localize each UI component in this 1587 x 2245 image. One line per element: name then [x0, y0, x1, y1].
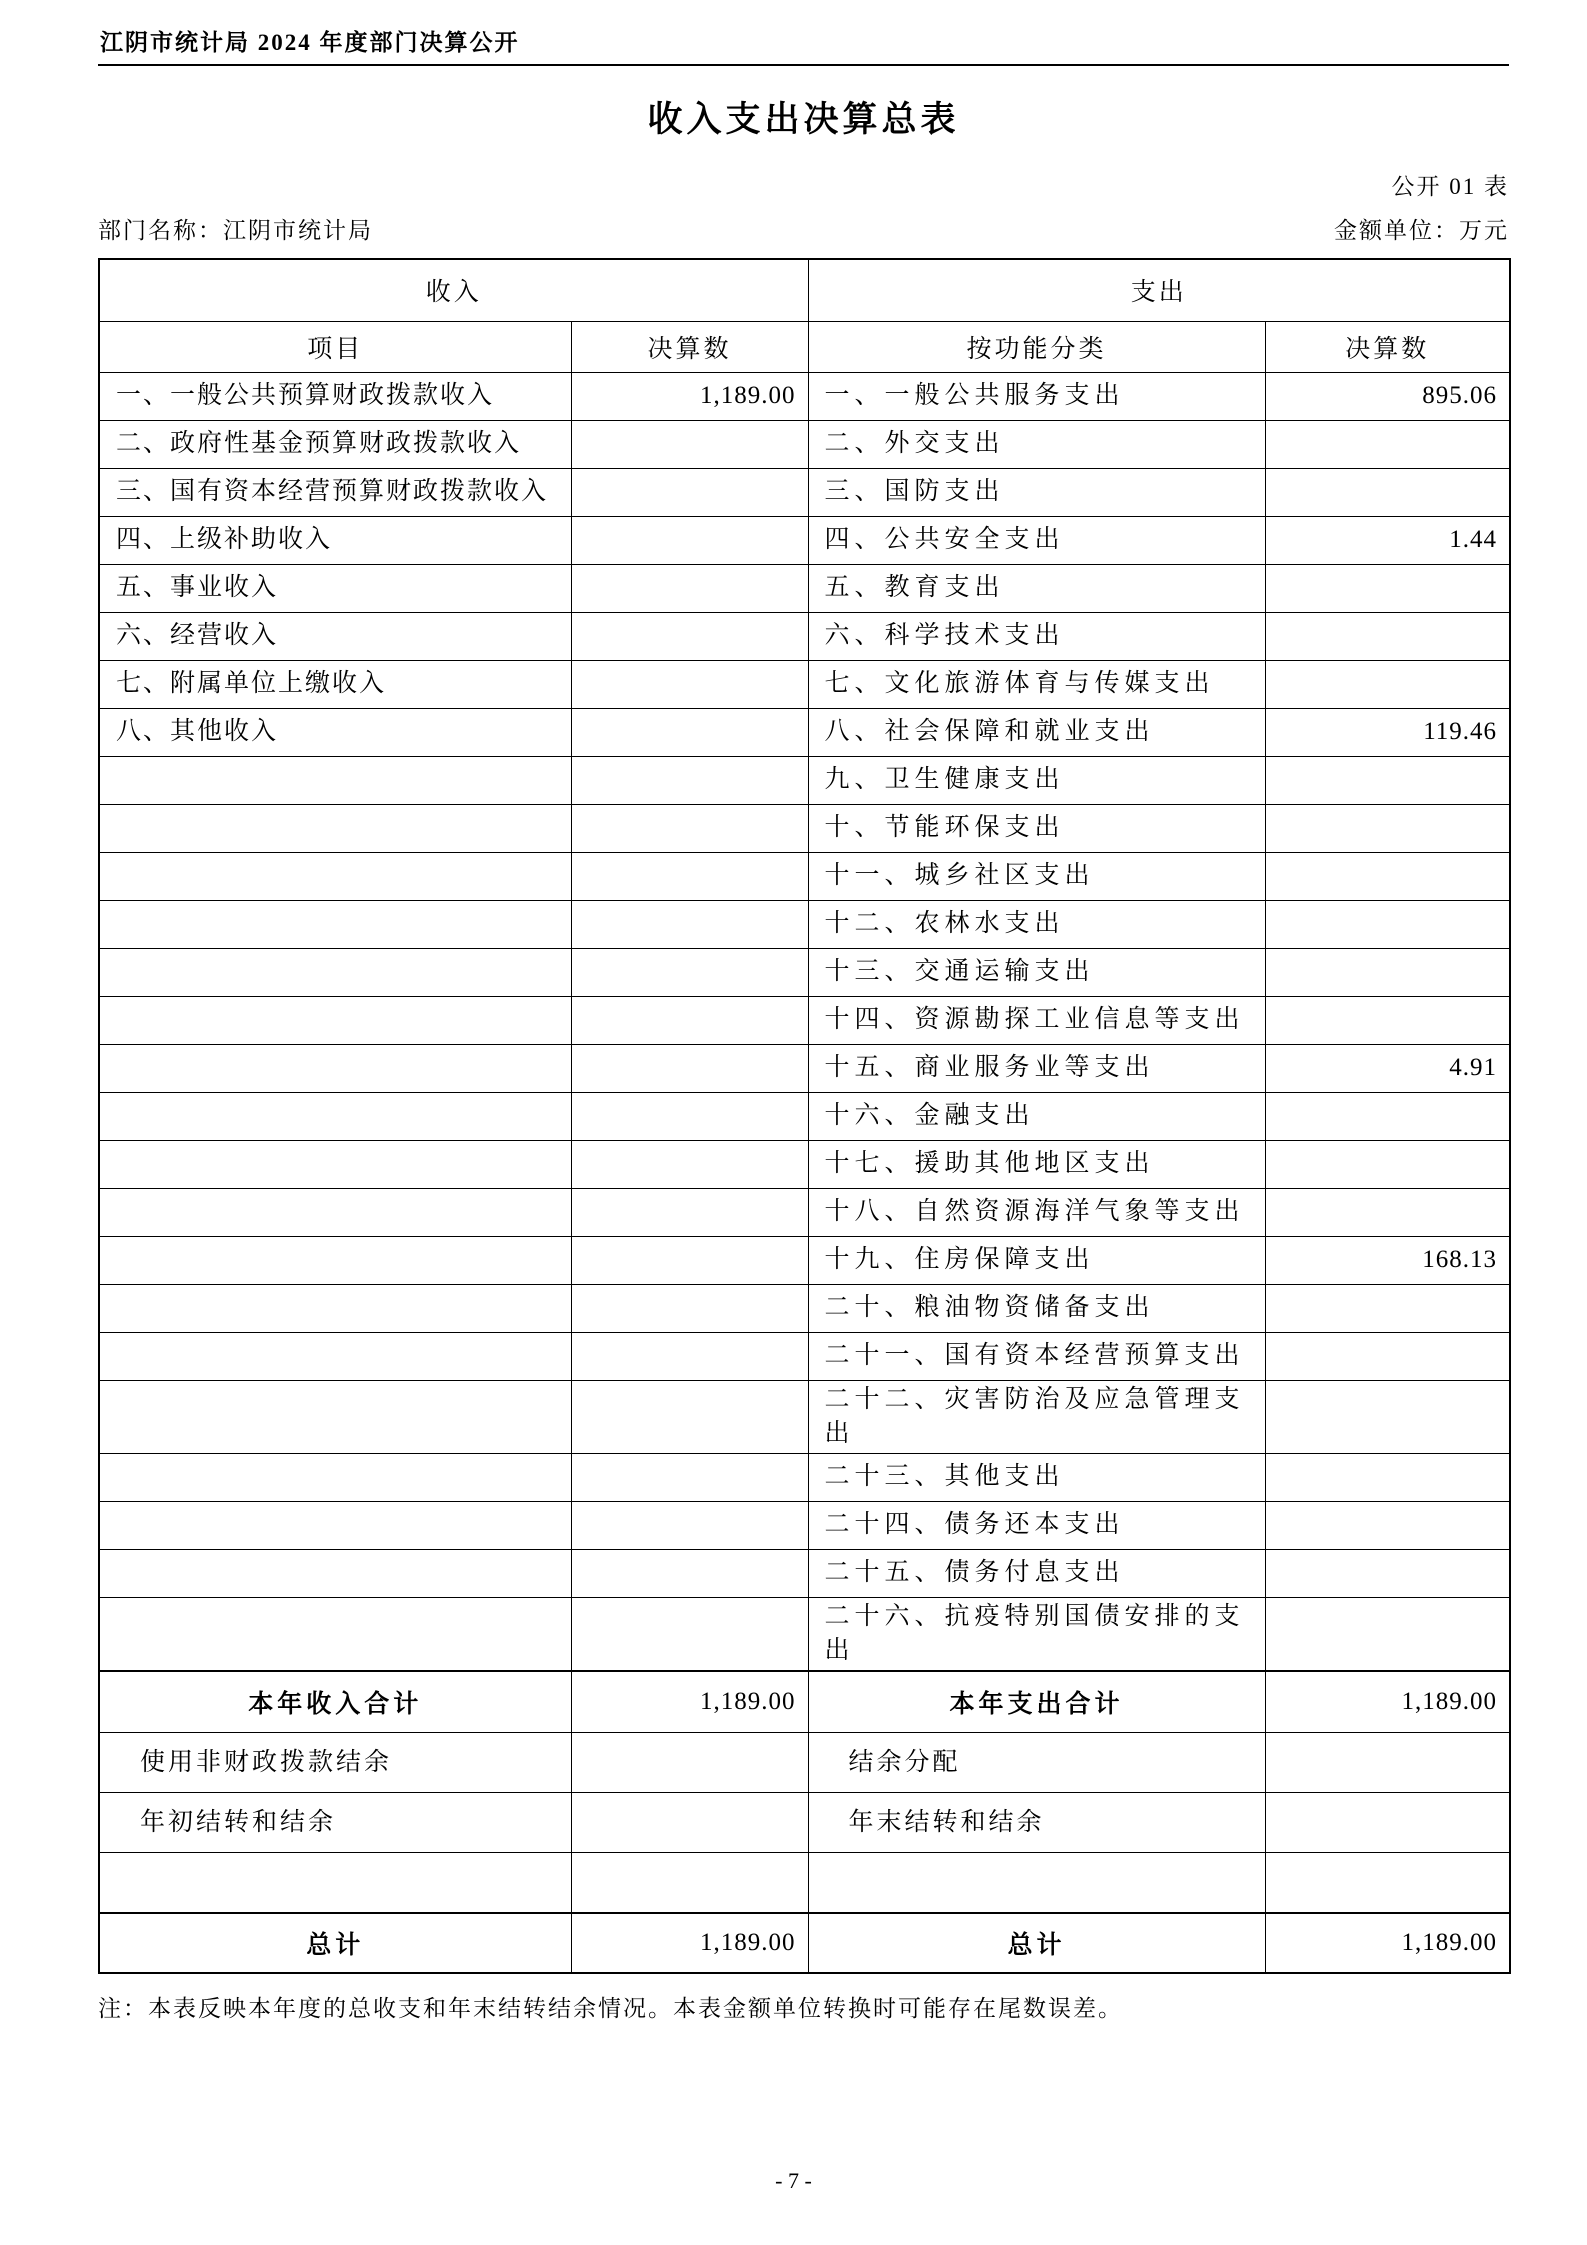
expense-value-cell — [1265, 1380, 1510, 1453]
expense-value-cell — [1265, 1188, 1510, 1236]
table-body — [99, 372, 1510, 1973]
income-group-header: 收入 — [99, 259, 808, 321]
income-value-cell — [571, 1044, 808, 1092]
expense-value-cell — [1265, 660, 1510, 708]
expense-item-cell: 一、一般公共服务支出 — [808, 372, 1265, 420]
expense-value-cell — [1265, 948, 1510, 996]
department-name-label: 部门名称：江阴市统计局 — [98, 218, 373, 243]
expense-value-cell — [1265, 468, 1510, 516]
expense-item-cell: 七、文化旅游体育与传媒支出 — [808, 660, 1265, 708]
table-row — [99, 468, 1510, 516]
income-value-cell — [571, 1549, 808, 1597]
expense-item-cell: 十六、金融支出 — [808, 1092, 1265, 1140]
income-summary-value-cell — [571, 1793, 808, 1853]
income-item-cell — [99, 1501, 571, 1549]
expense-value-cell — [1265, 1332, 1510, 1380]
income-value-cell — [571, 708, 808, 756]
income-summary-value-cell: 1,189.00 — [571, 1913, 808, 1973]
income-value-cell — [571, 1597, 808, 1671]
income-value-cell — [571, 1501, 808, 1549]
table-group-header-row — [99, 259, 1510, 321]
footnote: 注：本表反映本年度的总收支和年末结转结余情况。本表金额单位转换时可能存在尾数误差。 — [98, 1996, 1123, 2021]
expense-value-cell: 119.46 — [1265, 708, 1510, 756]
income-summary-label-cell: 本年收入合计 — [99, 1671, 571, 1733]
income-value-cell — [571, 804, 808, 852]
income-item-cell — [99, 996, 571, 1044]
table-row — [99, 1284, 1510, 1332]
income-item-cell — [99, 1332, 571, 1380]
income-item-cell — [99, 900, 571, 948]
income-item-cell — [99, 804, 571, 852]
income-item-cell: 二、政府性基金预算财政拨款收入 — [99, 420, 571, 468]
expense-summary-label-cell: 本年支出合计 — [808, 1671, 1265, 1733]
income-item-cell — [99, 852, 571, 900]
income-item-cell: 三、国有资本经营预算财政拨款收入 — [99, 468, 571, 516]
income-item-cell — [99, 756, 571, 804]
table-row — [99, 420, 1510, 468]
expense-value-cell — [1265, 756, 1510, 804]
expense-item-cell: 十四、资源勘探工业信息等支出 — [808, 996, 1265, 1044]
expense-value-cell — [1265, 1453, 1510, 1501]
table-row — [99, 1044, 1510, 1092]
table-row — [99, 1549, 1510, 1597]
header-divider — [98, 64, 1509, 66]
expense-value-cell — [1265, 612, 1510, 660]
expense-value-cell — [1265, 1597, 1510, 1671]
meta-row — [98, 212, 1509, 245]
expense-item-cell: 十七、援助其他地区支出 — [808, 1140, 1265, 1188]
expense-summary-value-cell: 1,189.00 — [1265, 1913, 1510, 1973]
expense-value-cell — [1265, 564, 1510, 612]
income-item-cell — [99, 1284, 571, 1332]
expense-item-cell: 八、社会保障和就业支出 — [808, 708, 1265, 756]
expense-item-cell: 六、科学技术支出 — [808, 612, 1265, 660]
expense-item-cell: 九、卫生健康支出 — [808, 756, 1265, 804]
income-item-cell: 六、经营收入 — [99, 612, 571, 660]
table-row — [99, 1380, 1510, 1453]
expense-item-cell: 二十三、其他支出 — [808, 1453, 1265, 1501]
income-item-cell — [99, 1044, 571, 1092]
expense-item-cell: 二、外交支出 — [808, 420, 1265, 468]
income-value-cell — [571, 1188, 808, 1236]
summary-row — [99, 1793, 1510, 1853]
expense-item-cell: 四、公共安全支出 — [808, 516, 1265, 564]
table-row — [99, 1140, 1510, 1188]
expense-summary-value-cell: 1,189.00 — [1265, 1671, 1510, 1733]
table-row — [99, 1597, 1510, 1671]
income-summary-label-cell: 使用非财政拨款结余 — [99, 1733, 571, 1793]
income-item-cell — [99, 1453, 571, 1501]
summary-row — [99, 1671, 1510, 1733]
income-item-cell — [99, 1597, 571, 1671]
income-item-cell: 四、上级补助收入 — [99, 516, 571, 564]
income-value-cell — [571, 948, 808, 996]
expense-item-cell: 十、节能环保支出 — [808, 804, 1265, 852]
table-row — [99, 756, 1510, 804]
income-value-cell — [571, 1140, 808, 1188]
table-row — [99, 1236, 1510, 1284]
income-item-cell: 一、一般公共预算财政拨款收入 — [99, 372, 571, 420]
income-value-cell — [571, 1284, 808, 1332]
table-row — [99, 516, 1510, 564]
expense-value-cell: 895.06 — [1265, 372, 1510, 420]
page-title: 收入支出决算总表 — [647, 100, 960, 139]
income-value-cell — [571, 756, 808, 804]
income-item-cell — [99, 1188, 571, 1236]
income-item-cell — [99, 1380, 571, 1453]
income-value-cell — [571, 900, 808, 948]
expense-item-cell: 十九、住房保障支出 — [808, 1236, 1265, 1284]
expense-value-cell — [1265, 852, 1510, 900]
expense-value-cell — [1265, 996, 1510, 1044]
income-item-cell: 八、其他收入 — [99, 708, 571, 756]
expense-group-header: 支出 — [808, 259, 1510, 321]
summary-row — [99, 1733, 1510, 1793]
income-value-cell — [571, 1236, 808, 1284]
income-value-cell — [571, 1453, 808, 1501]
col-header-expense-function: 按功能分类 — [808, 321, 1265, 372]
summary-row — [99, 1853, 1510, 1913]
table-row — [99, 900, 1510, 948]
income-summary-value-cell: 1,189.00 — [571, 1671, 808, 1733]
income-value-cell — [571, 612, 808, 660]
expense-item-cell: 十三、交通运输支出 — [808, 948, 1265, 996]
expense-item-cell: 十五、商业服务业等支出 — [808, 1044, 1265, 1092]
income-item-cell — [99, 1549, 571, 1597]
expense-value-cell — [1265, 804, 1510, 852]
income-item-cell — [99, 1236, 571, 1284]
table-row — [99, 1453, 1510, 1501]
income-item-cell — [99, 948, 571, 996]
income-item-cell — [99, 1140, 571, 1188]
expense-value-cell: 1.44 — [1265, 516, 1510, 564]
income-value-cell — [571, 852, 808, 900]
income-item-cell — [99, 1092, 571, 1140]
expense-item-cell: 十一、城乡社区支出 — [808, 852, 1265, 900]
expense-value-cell — [1265, 1284, 1510, 1332]
summary-row — [99, 1913, 1510, 1973]
income-value-cell — [571, 564, 808, 612]
table-row — [99, 948, 1510, 996]
expense-value-cell — [1265, 1140, 1510, 1188]
expense-item-cell: 二十四、债务还本支出 — [808, 1501, 1265, 1549]
document-header: 江阴市统计局 2024 年度部门决算公开 — [100, 30, 520, 55]
expense-value-cell — [1265, 1501, 1510, 1549]
expense-item-cell: 十八、自然资源海洋气象等支出 — [808, 1188, 1265, 1236]
expense-item-cell: 二十一、国有资本经营预算支出 — [808, 1332, 1265, 1380]
table-row — [99, 564, 1510, 612]
col-header-expense-value: 决算数 — [1265, 321, 1510, 372]
budget-summary-table — [98, 258, 1511, 1974]
expense-item-cell: 二十、粮油物资储备支出 — [808, 1284, 1265, 1332]
income-value-cell — [571, 420, 808, 468]
expense-item-cell: 二十二、灾害防治及应急管理支出 — [808, 1380, 1265, 1453]
expense-value-cell: 168.13 — [1265, 1236, 1510, 1284]
income-summary-label-cell — [99, 1853, 571, 1913]
expense-value-cell — [1265, 900, 1510, 948]
income-value-cell: 1,189.00 — [571, 372, 808, 420]
table-row — [99, 1092, 1510, 1140]
expense-item-cell: 五、教育支出 — [808, 564, 1265, 612]
income-value-cell — [571, 468, 808, 516]
table-row — [99, 996, 1510, 1044]
page-number: - 7 - — [775, 2168, 812, 2193]
income-value-cell — [571, 1380, 808, 1453]
expense-value-cell: 4.91 — [1265, 1044, 1510, 1092]
table-row — [99, 612, 1510, 660]
income-summary-value-cell — [571, 1853, 808, 1913]
income-value-cell — [571, 516, 808, 564]
expense-summary-label-cell — [808, 1853, 1265, 1913]
expense-summary-label-cell: 结余分配 — [808, 1733, 1265, 1793]
income-value-cell — [571, 1332, 808, 1380]
table-row — [99, 660, 1510, 708]
table-row — [99, 852, 1510, 900]
table-row — [99, 708, 1510, 756]
table-row — [99, 372, 1510, 420]
expense-item-cell: 三、国防支出 — [808, 468, 1265, 516]
income-summary-label-cell: 年初结转和结余 — [99, 1793, 571, 1853]
expense-summary-label-cell: 年末结转和结余 — [808, 1793, 1265, 1853]
income-value-cell — [571, 660, 808, 708]
expense-summary-value-cell — [1265, 1733, 1510, 1793]
table-row — [99, 1501, 1510, 1549]
table-code-label: 公开 01 表 — [1391, 174, 1509, 199]
income-value-cell — [571, 996, 808, 1044]
income-item-cell: 七、附属单位上缴收入 — [99, 660, 571, 708]
table-column-header-row — [99, 321, 1510, 372]
table-row — [99, 1332, 1510, 1380]
expense-summary-label-cell: 总计 — [808, 1913, 1265, 1973]
col-header-income-value: 决算数 — [571, 321, 808, 372]
expense-item-cell: 二十五、债务付息支出 — [808, 1549, 1265, 1597]
income-summary-value-cell — [571, 1733, 808, 1793]
table-row — [99, 1188, 1510, 1236]
expense-item-cell: 二十六、抗疫特别国债安排的支出 — [808, 1597, 1265, 1671]
expense-summary-value-cell — [1265, 1853, 1510, 1913]
amount-unit-label: 金额单位：万元 — [1334, 218, 1509, 243]
income-summary-label-cell: 总计 — [99, 1913, 571, 1973]
expense-item-cell: 十二、农林水支出 — [808, 900, 1265, 948]
table-row — [99, 804, 1510, 852]
expense-summary-value-cell — [1265, 1793, 1510, 1853]
income-value-cell — [571, 1092, 808, 1140]
expense-value-cell — [1265, 1549, 1510, 1597]
income-item-cell: 五、事业收入 — [99, 564, 571, 612]
expense-value-cell — [1265, 420, 1510, 468]
expense-value-cell — [1265, 1092, 1510, 1140]
col-header-income-item: 项目 — [99, 321, 571, 372]
